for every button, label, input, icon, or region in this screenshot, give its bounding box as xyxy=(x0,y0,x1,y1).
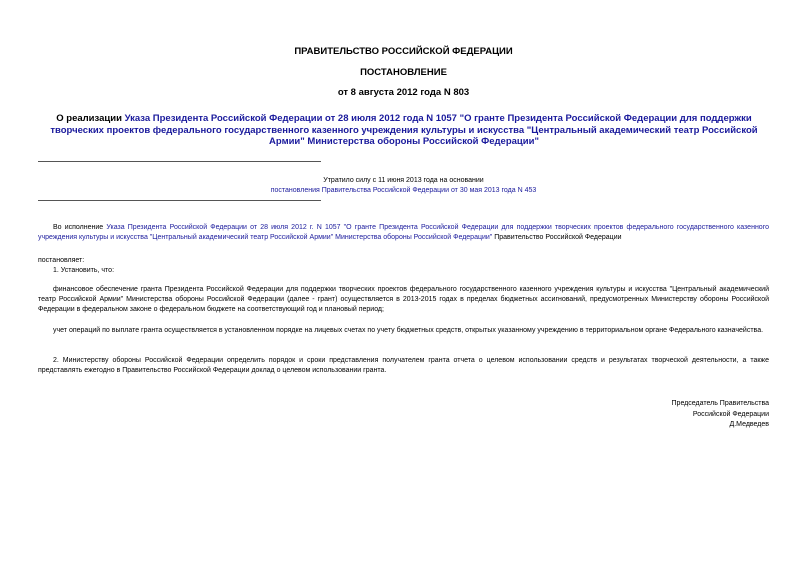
issuing-authority: ПРАВИТЕЛЬСТВО РОССИЙСКОЙ ФЕДЕРАЦИИ xyxy=(294,46,513,57)
document-date-number: от 8 августа 2012 года N 803 xyxy=(337,87,470,98)
separator-bottom xyxy=(38,200,321,201)
item1-financing-paragraph: финансовое обеспечение гранта Президента Российской Федерации для поддержки творческих проектов федерального государственного казенного учреждения культуры и искусства "Центральный академический театр Российской Армии" Министерства обороны Российской Федерации (далее - грант) осуществляется в 2013-2015 годах в пределах бюджетных ассигнований, предусмотренных Министерству обороны Российской Федерации в федеральном законе о федеральном бюджете на соответствующий год и плановый период; xyxy=(38,286,769,313)
document-type: ПОСТАНОВЛЕНИЕ xyxy=(360,67,447,78)
title-prefix: О реализации xyxy=(56,113,125,124)
item1-accounting-paragraph: учет операций по выплате гранта осуществляется в установленном порядке на лицевых счетах по учету бюджетных средств, открытых указанному учреждению в территориальном органе Федерального казначейства. xyxy=(53,327,764,334)
repeal-resolution-link[interactable]: постановления Правительства Российской Федерации от 30 мая 2013 года N 453 xyxy=(270,187,537,194)
separator-top xyxy=(38,161,321,162)
resolves-text: постановляет: xyxy=(38,257,85,264)
status-note xyxy=(0,185,807,196)
item2-paragraph: 2. Министерству обороны Российской Федерации определить порядок и сроки представления получателем гранта отчета о целевом использовании средств и результатах творческой деятельности, а также представлять ежегодно в Правительство Российской Федерации доклад о целевом использовании гранта. xyxy=(38,357,769,374)
signature-position-line2: Российской Федерации xyxy=(692,410,769,418)
signature-position-line1: Председатель Правительства xyxy=(671,400,769,407)
item1-heading: 1. Установить, что: xyxy=(53,267,115,274)
intro-decree-link[interactable]: Указа Президента Российской Федерации от 28 июля 2012 г. N 1057 "О гранте Президента Российской Федерации для поддержки творческих проектов федерального государственного казенного учреждения культуры и искусства "Центральный академический театр Российской Армии" Министерства обороны Российской Федерации" xyxy=(38,224,769,241)
title-decree-link[interactable]: Указа Президента Российской Федерации от 28 июля 2012 года N 1057 "О гранте Президента Российской Федерации для поддержки творческих проектов федерального государственного казенного учреждения культуры и искусства "Центральный академический театр Российской Армии" Министерства обороны Российской Федерации" xyxy=(50,113,758,147)
status-note-text: Утратило силу с 11 июня 2013 года на основании xyxy=(323,177,484,184)
intro-suffix: Правительство Российской Федерации xyxy=(492,234,622,241)
document-title xyxy=(40,113,768,148)
intro-paragraph xyxy=(38,223,769,243)
signature-name: Д.Медведев xyxy=(729,421,769,428)
intro-prefix: Во исполнение xyxy=(53,224,107,231)
